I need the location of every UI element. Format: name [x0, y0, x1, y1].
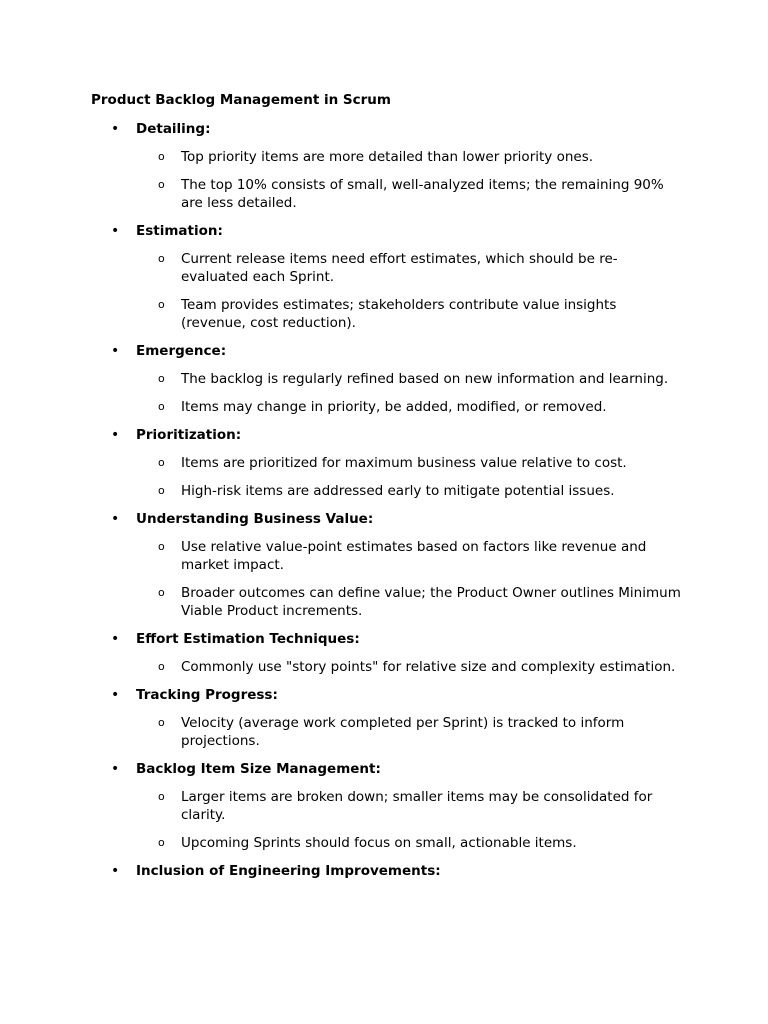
- list-item-text: High-risk items are addressed early to mitigate potential issues.: [181, 483, 615, 499]
- section: [0, 342, 768, 416]
- list-item: [136, 176, 681, 212]
- sub-bullet-icon: o: [158, 660, 165, 673]
- sub-bullet-icon: o: [158, 456, 165, 469]
- list-item-text: Commonly use "story points" for relative size and complexity estimation.: [181, 659, 676, 675]
- list-item: [136, 482, 681, 500]
- sub-list: [136, 370, 768, 416]
- list-item-text: Velocity (average work completed per Sprint) is tracked to inform projections.: [181, 715, 625, 749]
- list-item: [136, 658, 681, 676]
- bullet-icon: •: [111, 761, 120, 777]
- section-heading: Emergence:: [136, 343, 227, 359]
- sub-list: [136, 538, 768, 620]
- section: [0, 862, 768, 880]
- sub-bullet-icon: o: [158, 150, 165, 163]
- section-list: [0, 120, 768, 889]
- list-item: [136, 370, 681, 388]
- bullet-icon: •: [111, 863, 120, 879]
- sub-bullet-icon: o: [158, 540, 165, 553]
- sub-bullet-icon: o: [158, 178, 165, 191]
- list-item-text: Use relative value-point estimates based on factors like revenue and market impact.: [181, 539, 647, 573]
- section: [0, 120, 768, 212]
- section: [0, 510, 768, 620]
- bullet-icon: •: [111, 121, 120, 137]
- list-item-text: Broader outcomes can define value; the Product Owner outlines Minimum Viable Product increments.: [181, 585, 681, 619]
- sub-bullet-icon: o: [158, 400, 165, 413]
- list-item: [136, 296, 681, 332]
- sub-bullet-icon: o: [158, 252, 165, 265]
- section-heading: Tracking Progress:: [136, 687, 278, 703]
- section: [0, 426, 768, 500]
- section: [0, 760, 768, 852]
- section-heading: Detailing:: [136, 121, 211, 137]
- bullet-icon: •: [111, 687, 120, 703]
- list-item: [136, 148, 681, 166]
- list-item: [136, 834, 681, 852]
- sub-list: [136, 454, 768, 500]
- section-heading: Prioritization:: [136, 427, 242, 443]
- document-title: Product Backlog Management in Scrum: [91, 92, 391, 108]
- list-item: [136, 584, 681, 620]
- list-item: [136, 250, 681, 286]
- list-item-text: Items are prioritized for maximum business value relative to cost.: [181, 455, 627, 471]
- list-item-text: Upcoming Sprints should focus on small, actionable items.: [181, 835, 577, 851]
- section-heading: Understanding Business Value:: [136, 511, 374, 527]
- sub-list: [136, 250, 768, 332]
- sub-bullet-icon: o: [158, 372, 165, 385]
- section: [0, 686, 768, 750]
- sub-bullet-icon: o: [158, 836, 165, 849]
- list-item: [136, 454, 681, 472]
- list-item: [136, 788, 681, 824]
- bullet-icon: •: [111, 343, 120, 359]
- section-heading: Backlog Item Size Management:: [136, 761, 381, 777]
- sub-list: [136, 658, 768, 676]
- list-item-text: Items may change in priority, be added, modified, or removed.: [181, 399, 607, 415]
- sub-bullet-icon: o: [158, 790, 165, 803]
- list-item-text: Top priority items are more detailed than lower priority ones.: [181, 149, 594, 165]
- section: [0, 222, 768, 332]
- bullet-icon: •: [111, 427, 120, 443]
- list-item-text: The top 10% consists of small, well-analyzed items; the remaining 90% are less detailed.: [181, 177, 664, 211]
- bullet-icon: •: [111, 511, 120, 527]
- sub-bullet-icon: o: [158, 716, 165, 729]
- section-heading: Inclusion of Engineering Improvements:: [136, 863, 441, 879]
- list-item-text: The backlog is regularly refined based on new information and learning.: [181, 371, 669, 387]
- bullet-icon: •: [111, 631, 120, 647]
- section-heading: Effort Estimation Techniques:: [136, 631, 360, 647]
- bullet-icon: •: [111, 223, 120, 239]
- list-item-text: Current release items need effort estimates, which should be re-evaluated each Sprint.: [181, 251, 618, 285]
- list-item-text: Team provides estimates; stakeholders contribute value insights (revenue, cost reduction).: [181, 297, 617, 331]
- sub-list: [136, 714, 768, 750]
- sub-bullet-icon: o: [158, 298, 165, 311]
- sub-bullet-icon: o: [158, 484, 165, 497]
- sub-list: [136, 788, 768, 852]
- section-heading: Estimation:: [136, 223, 223, 239]
- list-item-text: Larger items are broken down; smaller items may be consolidated for clarity.: [181, 789, 653, 823]
- sub-list: [136, 148, 768, 212]
- list-item: [136, 538, 681, 574]
- section: [0, 630, 768, 676]
- sub-bullet-icon: o: [158, 586, 165, 599]
- list-item: [136, 714, 681, 750]
- list-item: [136, 398, 681, 416]
